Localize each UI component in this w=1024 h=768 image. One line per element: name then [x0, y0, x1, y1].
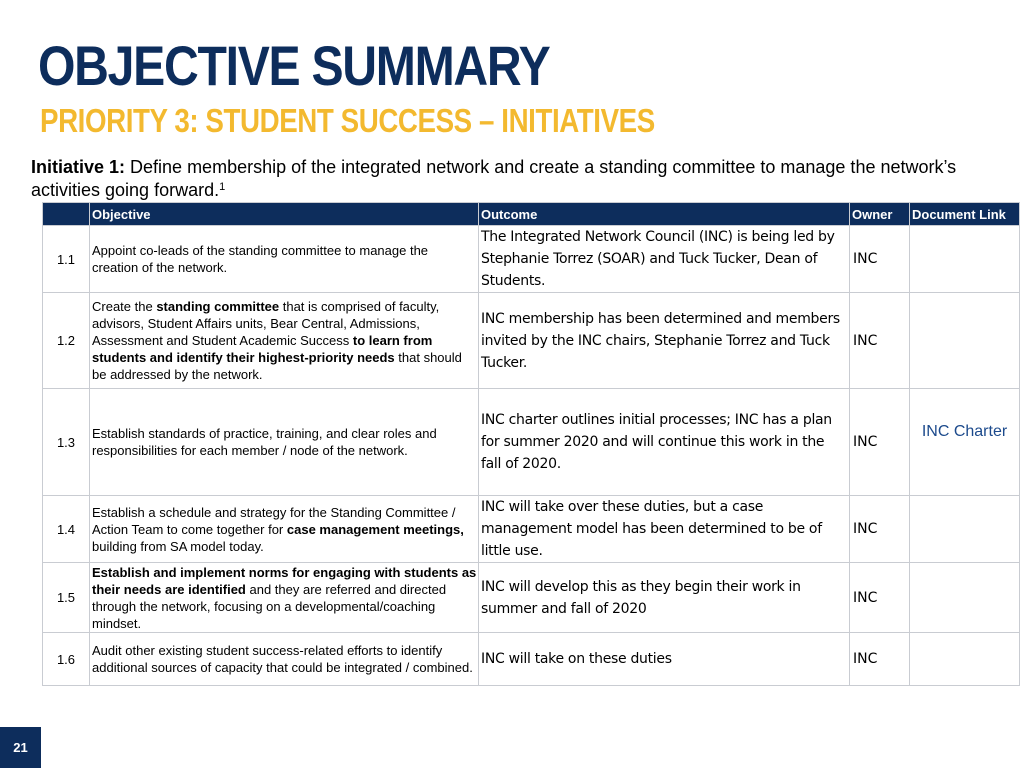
objective-cell [90, 226, 479, 293]
objective-cell [90, 633, 479, 686]
objective-text: Audit other existing student success-related efforts to identify additional sources of capacity that could be integrated / combined. [92, 643, 473, 675]
column-header-number [43, 203, 90, 226]
objective-text: Create the [92, 299, 157, 314]
document-link-cell [910, 293, 1020, 389]
row-number: 1.1 [43, 226, 90, 293]
objective-text-bold: standing committee [156, 299, 280, 314]
objective-text-bold: case management meetings, [286, 521, 464, 537]
initiative-label: Initiative 1: [31, 157, 126, 177]
outcome-cell: INC membership has been determined and members invited by the INC chairs, Stephanie Torrez and Tuck Tucker. [479, 293, 850, 389]
table-row [43, 293, 1020, 389]
objective-cell [90, 389, 479, 496]
column-header-document-link: Document Link [910, 203, 1020, 226]
table-row [43, 563, 1020, 633]
document-link-cell [910, 496, 1020, 563]
objective-text-bold: to learn from students and identify their highest-priority needs [92, 333, 433, 365]
outcome-cell: The Integrated Network Council (INC) is being led by Stephanie Torrez (SOAR) and Tuck Tucker, Dean of Students. [479, 226, 850, 293]
page-title: OBJECTIVE SUMMARY [38, 34, 550, 97]
objective-text: that should be addressed by the network. [92, 350, 462, 382]
objective-text: building from SA model today. [92, 538, 264, 554]
table-row [43, 389, 1020, 496]
row-number: 1.4 [43, 496, 90, 563]
row-number: 1.2 [43, 293, 90, 389]
outcome-cell: INC will take over these duties, but a case management model has been determined to be of little use. [479, 496, 850, 563]
row-number: 1.5 [43, 563, 90, 633]
initiative-footnote: 1 [219, 181, 226, 193]
objective-text: Establish a schedule and strategy for the Standing Committee / Action Team to come together for [92, 504, 456, 537]
initiative-text: Define membership of the integrated network and create a standing committee to manage the network’s activities going forward. [31, 157, 957, 200]
table-row [43, 226, 1020, 293]
column-header-owner: Owner [850, 203, 910, 226]
document-link-cell [910, 633, 1020, 686]
objective-text: that is comprised of faculty, advisors, Student Affairs units, Bear Central, Admissions, Assessment and Student Academic Success [92, 299, 440, 348]
owner-cell: INC [850, 563, 910, 633]
table-row [43, 633, 1020, 686]
document-link-cell [910, 389, 1020, 496]
page-subtitle: PRIORITY 3: STUDENT SUCCESS – INITIATIVES [40, 102, 655, 139]
owner-cell: INC [850, 226, 910, 293]
column-header-outcome: Outcome [479, 203, 850, 226]
objective-cell [90, 293, 479, 389]
objective-text: Establish standards of practice, training, and clear roles and responsibilities for each member / node of the network. [92, 426, 437, 458]
objective-cell [90, 563, 479, 633]
objective-table [42, 202, 1020, 686]
page-number: 21 [0, 727, 41, 768]
objective-cell [90, 496, 479, 563]
row-number: 1.6 [43, 633, 90, 686]
objective-text-bold: Establish and implement norms for engaging with students as their needs are identified [92, 564, 477, 597]
row-number: 1.3 [43, 389, 90, 496]
initiative-description [31, 156, 1011, 202]
objective-text: Appoint co-leads of the standing committee to manage the creation of the network. [92, 243, 429, 275]
table-header-row [43, 203, 1020, 226]
outcome-cell: INC will develop this as they begin their work in summer and fall of 2020 [479, 563, 850, 633]
owner-cell: INC [850, 496, 910, 563]
inc-charter-link[interactable]: INC Charter [921, 423, 1008, 440]
owner-cell: INC [850, 633, 910, 686]
outcome-cell: INC charter outlines initial processes; INC has a plan for summer 2020 and will continue this work in the fall of 2020. [479, 389, 850, 496]
document-link-cell [910, 563, 1020, 633]
table-row [43, 496, 1020, 563]
column-header-objective: Objective [90, 203, 479, 226]
objective-text: and they are referred and directed through the network, focusing on a developmental/coaching mindset. [92, 581, 447, 631]
owner-cell: INC [850, 389, 910, 496]
owner-cell: INC [850, 293, 910, 389]
outcome-cell: INC will take on these duties [479, 633, 850, 686]
document-link-cell [910, 226, 1020, 293]
